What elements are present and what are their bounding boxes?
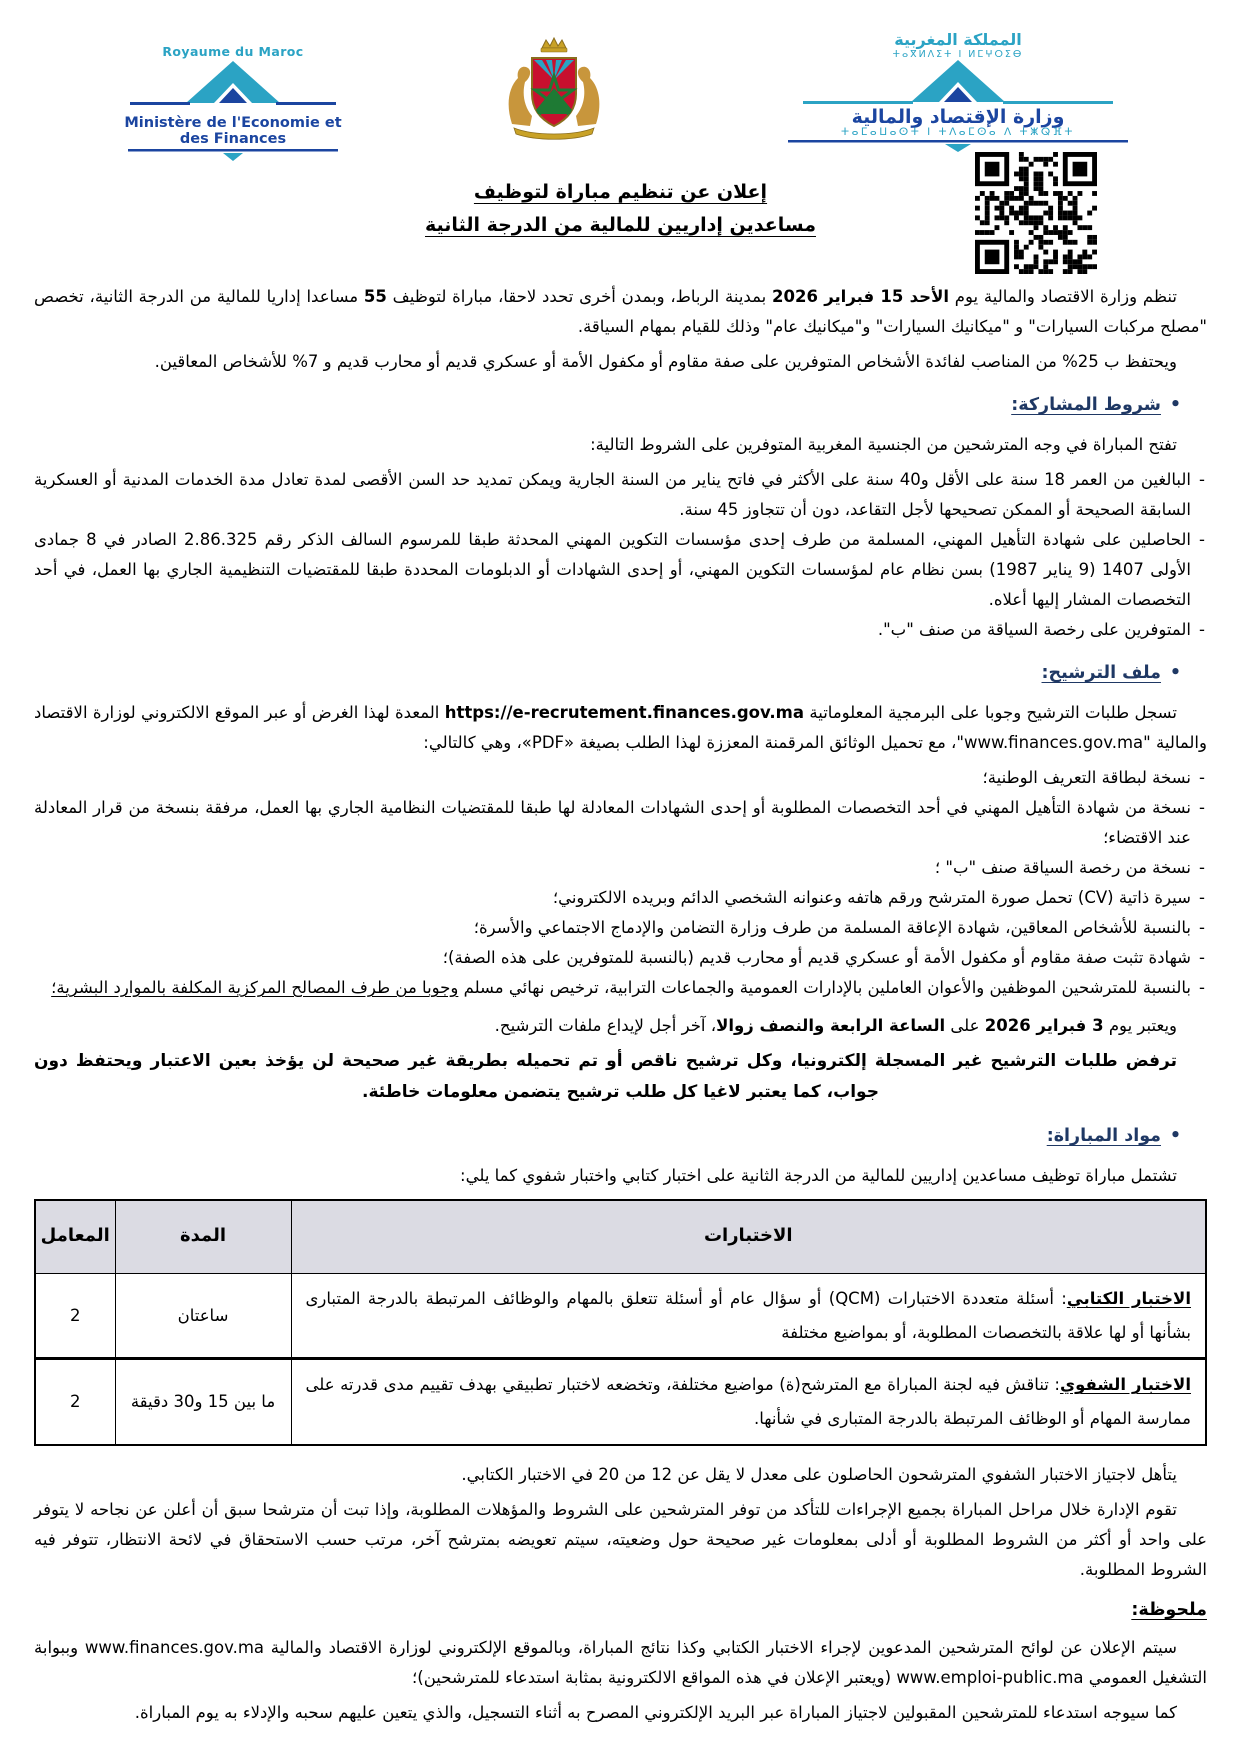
oral-exam-desc: : تناقش فيه لجنة المباراة مع المترشح(ة) مواضيع مختلفة، وتخضعه لاختبار تطبيقي بهدف تقييم مدى قدرته على ممارسة المهام أو الوظائف المرتبطة بالدرجة المتبارى في شأنها. [305,1375,1191,1429]
underlined-obligation: وجوبا من طرف المصالح المركزية المكلفة بالموارد البشرية؛ [51,977,459,997]
exam-date: الأحد 15 فبراير 2026 [772,287,950,306]
section-heading-dossier: • ملف الترشيح: [34,658,1181,690]
list-item: - سيرة ذاتية (CV) تحمل صورة المترشح ورقم هاتفه وعنوانه الشخصي الدائم وبريده الالكتروني؛ [34,883,1207,913]
ministry-label-tifinagh: ⵜⴰⵎⴰⵡⴰⵙⵜ ⵏ ⵜⴷⴰⵎⵙⴰ ⴷ ⵜⵥⵕⴼⵜ [841,126,1075,138]
morocco-coat-of-arms [492,36,616,142]
title-line-1: إعلان عن تنظيم مباراة لتوظيف [473,181,768,203]
text-segment: سيتم الإعلان عن لوائح المترشحين المدعوين لإجراء الاختبار الكتابي وكذا نتائج المباراة، وبالموقع الإلكتروني لوزارة الاقتصاد والمالية [264,1637,1177,1657]
column-header-duration: المدة [115,1200,291,1274]
oral-exam-coefficient: 2 [35,1359,115,1445]
positions-count: 55 [363,287,387,306]
table-header-row [35,1200,1206,1274]
document-body [34,282,1207,1733]
written-exam-coefficient: 2 [35,1273,115,1359]
kingdom-label-ar: المملكة المغربية [894,30,1022,49]
intro-paragraph-1 [34,282,1207,342]
url-e-recrutement: https://e-recrutement.finances.gov.ma [444,702,805,722]
exams-lead: تشتمل مباراة توظيف مساعدين إداريين للمالية من الدرجة الثانية على اختبار كتابي واختبار شفوي كما يلي: [460,1165,1177,1185]
ministry-rule-icon [773,139,1143,153]
list-item [34,973,1207,1003]
section-heading-participation: • شروط المشاركة: [34,390,1181,422]
note-paragraph-1 [34,1633,1207,1693]
list-item: - نسخة من رخصة السياقة صنف "ب" ؛ [34,853,1207,883]
list-item: - نسخة لبطاقة التعريف الوطنية؛ [34,763,1207,793]
dossier-lead [34,698,1207,758]
url-finances: www.finances.gov.ma [963,732,1144,752]
participation-conditions-list [34,465,1207,645]
oral-exam-duration: ما بين 15 و30 دقيقة [115,1359,291,1445]
list-item: - شهادة تثبت صفة مقاوم أو مكفول الأمة أو عسكري قديم أو محارب قديم (بالنسبة للمتوفرين على هذه الصفة)؛ [34,943,1207,973]
note-paragraph-2: كما سيوجه استدعاء للمترشحين المقبولين لاجتياز المباراة عبر البريد الإلكتروني المصرح به أثناء التسجيل، والذي يتعين عليهم سحبه والإدلاء به يوم المباراة. [134,1702,1177,1722]
ministry-diamond-icon [128,59,338,109]
participation-lead: تفتح المباراة في وجه المترشحين من الجنسية المغربية المتوفرين على الشروط التالية: [590,434,1177,454]
kingdom-label-fr: Royaume du Maroc [162,44,304,59]
kingdom-label-tifinagh: ⵜⴰⴳⵍⴷⵉⵜ ⵏ ⵍⵎⵖⵔⵉⴱ [892,49,1024,60]
column-header-tests: الاختبارات [291,1200,1206,1274]
section-heading-exams: • مواد المباراة: [34,1121,1181,1153]
written-exam-desc: : أسئلة متعددة الاختبارات (QCM) أو سؤال عام أو أسئلة تتعلق بالمهام والوظائف المرتبطة بالدرجة المتبارى بشأنها أو لها علاقة بالتخصصات المطلوبة، أو بمواضيع مختلفة [305,1288,1191,1342]
document-title [0,176,1241,243]
ministry-diamond-icon [773,60,1143,106]
deadline-date: 3 فبراير 2026 [984,1016,1104,1035]
deadline-paragraph [34,1011,1207,1041]
url-emploi-public: www.emploi-public.ma [896,1667,1084,1687]
intro-paragraph-2: ويحتفظ ب 25% من المناصب لفائدة الأشخاص المتوفرين على صفة مقاوم أو مكفول الأمة أو عسكري قديم أو محارب قديم و 7% للأشخاص المعاقين. [154,352,1177,372]
url-finances: www.finances.gov.ma [84,1637,265,1657]
written-exam-duration: ساعتان [115,1273,291,1359]
column-header-coefficient: المعامل [35,1200,115,1274]
list-item: - بالنسبة للأشخاص المعاقين، شهادة الإعاقة المسلمة من طرف وزارة التضامن والإدماج الاجتماعي والأسرة؛ [34,913,1207,943]
dossier-documents-list [34,763,1207,1003]
list-item: - المتوفرين على رخصة السياقة من صنف "ب". [34,615,1207,645]
document-header [0,0,1241,285]
exams-table [34,1199,1207,1446]
text-segment: بمدينة الرباط، وبمدن أخرى تحدد لاحقا، مباراة لتوظيف [386,287,772,306]
list-item: - نسخة من شهادة التأهيل المهني في أحد التخصصات المطلوبة أو إحدى الشهادات المعادلة لها طبقا للمقتضيات النظامية الجاري بها العمل، مرفقة بنسخة من قرار المعادلة عند الاقتضاء؛ [34,793,1207,853]
verification-paragraph: تقوم الإدارة خلال مراحل المباراة بجميع الإجراءات للتأكد من توفر المترشحين على الشروط والمؤهلات المطلوبة، وإذا تبت أن مترشحا سبق أن أعلن عن نجاحه لا يتوفر على واحد أو أكثر من الشروط المطلوبة أو أدلى بمعلومات غير صحيحة حول وضعيته، سيتم تعويضه بمترشح آخر، مرتب حسب الاستحقاق في لائحة الانتظار، تتوفر فيه الشروط المطلوبة. [34,1500,1207,1580]
written-exam-cell [291,1273,1206,1359]
list-item: - الحاصلين على شهادة التأهيل المهني، المسلمة من طرف إحدى مؤسسات التكوين المهني المحدثة طبقا للمرسوم السالف الذكر رقم 2.86.325 الصادر في 8 جمادى الأولى 1407 (9 يناير 1987) بسن نظام عام لمؤسسات التكوين المهني، أو إحدى الشهادات أو الدبلومات المحددة طبقا للمقتضيات التنظيمية الجاري بها العمل، في أحد التخصصات المشار إليها أعلاه. [34,525,1207,615]
table-row [35,1273,1206,1359]
text-segment: تسجل طلبات الترشيح وجوبا على البرمجية المعلوماتية [804,702,1177,722]
rejection-paragraph: ترفض طلبات الترشيح غير المسجلة إلكترونيا، وكل ترشيح ناقص أو تم تحميله بطريقة غير صحيحة لن يؤخذ بعين الاعتبار ويحتفظ دون جواب، كما يعتبر لاغيا كل طلب ترشيح يتضمن معلومات خاطئة. [34,1051,1177,1102]
ministry-label-ar: وزارة الإقتصاد والمالية [851,106,1065,128]
deadline-time: الساعة الرابعة والنصف زوالا [716,1016,946,1035]
oral-exam-cell [291,1359,1206,1445]
ministry-logo-french [118,44,348,166]
ministry-rule-icon [128,148,338,162]
text-segment: على [945,1016,985,1035]
note-heading: ملحوظة: [1131,1600,1207,1621]
text-segment: وببوابة التشغيل العمومي [34,1637,1207,1687]
text-segment: المعدة لهذا الغرض أو عبر الموقع الالكتروني لوزارة الاقتصاد والمالية " [34,702,1207,752]
text-segment: مساعدا إداريا للمالية من الدرجة الثانية، تخصص "مصلح مركبات السيارات" و "ميكانيك السيارات" و"ميكانيك عام" وذلك للقيام بمهام السياقة. [34,287,1207,337]
text-segment: (ويعتبر الإعلان في هذه المواقع الالكترونية بمثابة استدعاء للمترشحين)؛ [412,1667,897,1687]
text-segment: ، آخر أجل لإيداع ملفات الترشيح. [494,1016,717,1035]
text-segment: ويعتبر يوم [1103,1016,1177,1035]
qualification-paragraph: يتأهل لاجتياز الاختبار الشفوي المترشحون الحاصلون على معدل لا يقل عن 12 من 20 في الاختبار الكتابي. [461,1465,1177,1484]
oral-exam-title: الاختبار الشفوي [1059,1375,1191,1395]
text-segment: بالنسبة للمترشحين الموظفين والأعوان العاملين بالإدارات العمومية والجماعات الترابية، ترخيص نهائي مسلم [458,977,1191,997]
text-segment: "، مع تحميل الوثائق المرقمنة المعززة لهذا الطلب بصيغة «PDF»، وهي كالتالي: [423,732,964,752]
written-exam-title: الاختبار الكتابي [1066,1288,1191,1308]
table-row [35,1359,1206,1445]
ministry-logo-arabic [772,30,1144,157]
text-segment: تنظم وزارة الاقتصاد والمالية يوم [949,287,1177,306]
list-item: - البالغين من العمر 18 سنة على الأقل و40 سنة على الأكثر في فاتح يناير من السنة الجارية ويمكن تمديد حد السن الأقصى لمدة تعادل مدة الخدمات المدنية أو العسكرية السابقة الصحيحة أو الممكن تصحيحها لأجل التقاعد، دون أن تتجاوز 45 سنة. [34,465,1207,525]
title-line-2: مساعدين إداريين للمالية من الدرجة الثانية [425,214,816,237]
ministry-label-fr: Ministère de l'Economie et des Finances [124,115,342,147]
